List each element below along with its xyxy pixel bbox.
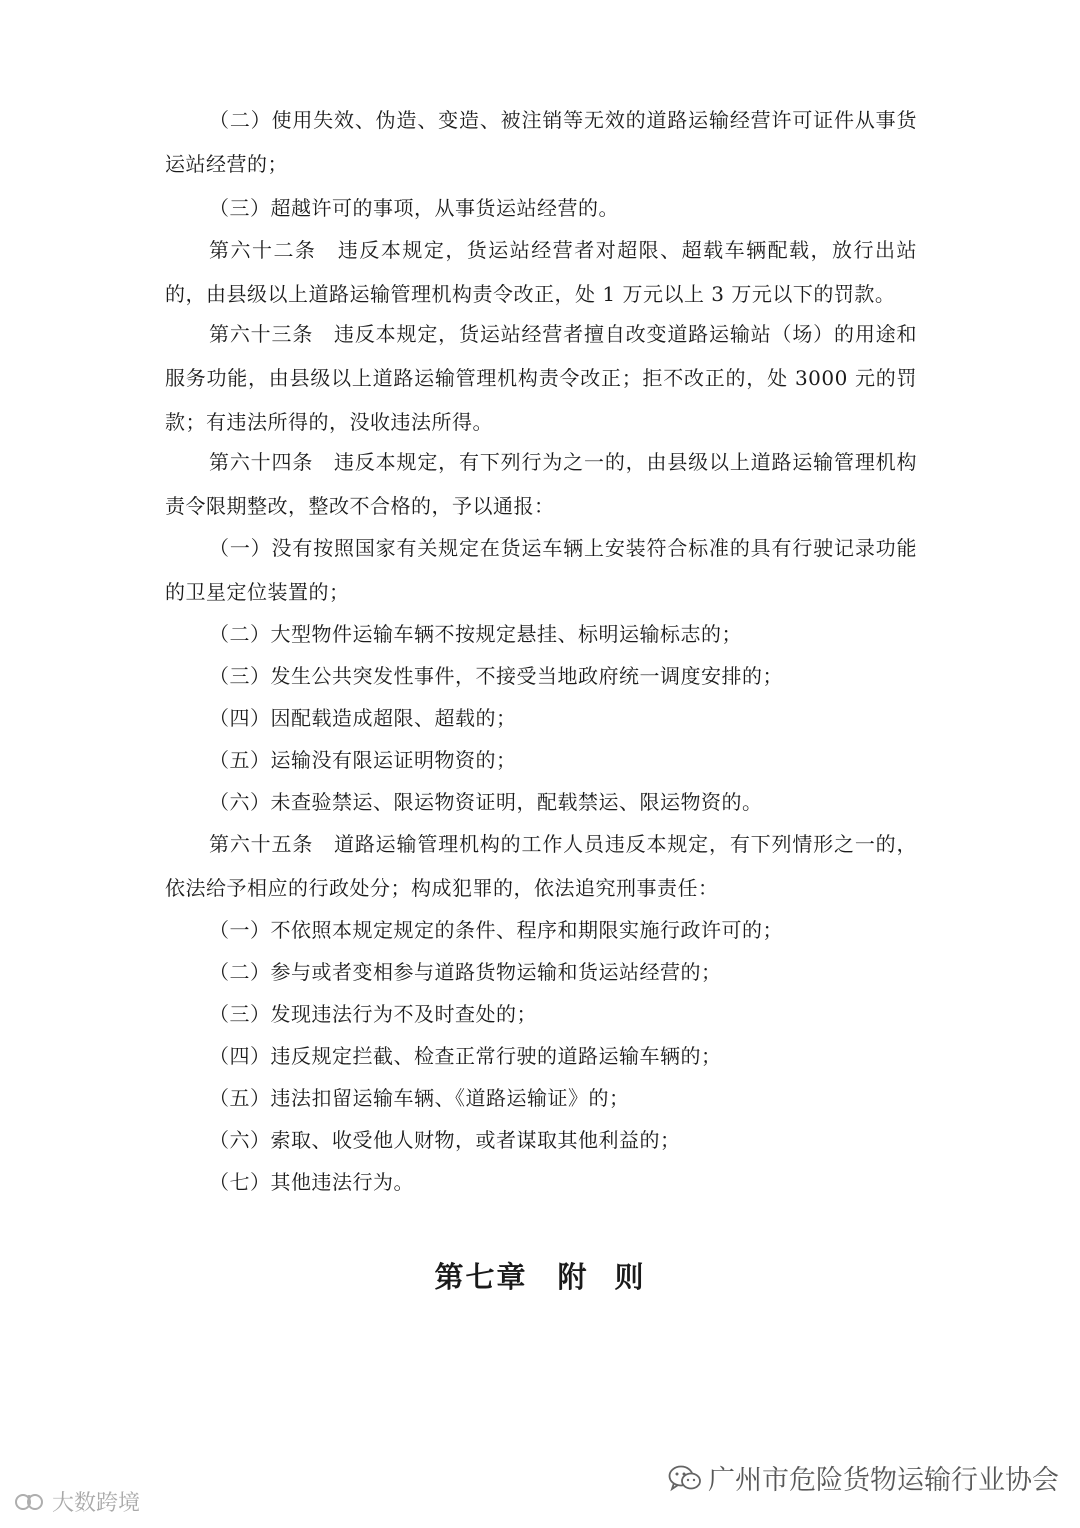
- clause-paragraph: （三）发生公共突发性事件，不接受当地政府统一调度安排的；: [209, 664, 783, 688]
- clause-paragraph: （六）索取、收受他人财物，或者谋取其他利益的；: [209, 1128, 681, 1152]
- clause-paragraph: （六）未查验禁运、限运物资证明，配载禁运、限运物资的。: [209, 790, 763, 814]
- clause-paragraph: （三）超越许可的事项，从事货运站经营的。: [209, 196, 619, 220]
- article-62: 第六十二条 违反本规定，货运站经营者对超限、超载车辆配载，放行出站的，由县级以上道路运输管理机构责令改正，处 1 万元以上 3 万元以下的罚款。: [165, 238, 917, 306]
- article-65: 第六十五条 道路运输管理机构的工作人员违反本规定，有下列情形之一的，依法给予相应的行政处分；构成犯罪的，依法追究刑事责任：: [165, 832, 917, 900]
- clause-paragraph: （二）参与或者变相参与道路货物运输和货运站经营的；: [209, 960, 722, 984]
- chapter-title-char-1: 附: [557, 1260, 589, 1294]
- association-watermark: [668, 1458, 1059, 1497]
- clause-paragraph: （四）违反规定拦截、检查正常行驶的道路运输车辆的；: [209, 1044, 722, 1068]
- clause-paragraph: （三）发现违法行为不及时查处的；: [209, 1002, 537, 1026]
- clause-paragraph: （五）运输没有限运证明物资的；: [209, 748, 517, 772]
- association-name: 广州市危险货物运输行业协会: [708, 1465, 1059, 1496]
- chapter-number: 第七章: [434, 1260, 528, 1294]
- wechat-icon: [668, 1464, 702, 1492]
- clause-paragraph: （一）不依照本规定规定的条件、程序和期限实施行政许可的；: [209, 918, 783, 942]
- article-64: 第六十四条 违反本规定，有下列行为之一的，由县级以上道路运输管理机构责令限期整改，整改不合格的，予以通报：: [165, 450, 917, 518]
- brand-watermark: [14, 1486, 140, 1517]
- article-63: 第六十三条 违反本规定，货运站经营者擅自改变道路运输站（场）的用途和服务功能，由县级以上道路运输管理机构责令改正；拒不改正的，处 3000 元的罚款；有违法所得的，没收违法所得。: [165, 322, 917, 434]
- brand-name: 大数跨境: [52, 1491, 141, 1516]
- clause-paragraph: （四）因配载造成超限、超载的；: [209, 706, 517, 730]
- clause-paragraph: （二）大型物件运输车辆不按规定悬挂、标明运输标志的；: [209, 622, 742, 646]
- clause-paragraph: （五）违法扣留运输车辆、《道路运输证》的；: [209, 1086, 630, 1110]
- clause-paragraph: （七）其他违法行为。: [209, 1170, 414, 1194]
- brand-logo-icon: [14, 1489, 46, 1515]
- chapter-title-char-2: 则: [614, 1260, 646, 1294]
- clause-paragraph: （一）没有按照国家有关规定在货运车辆上安装符合标准的具有行驶记录功能的卫星定位装置的；: [165, 536, 917, 604]
- clause-paragraph: （二）使用失效、伪造、变造、被注销等无效的道路运输经营许可证件从事货运站经营的；: [165, 108, 917, 176]
- chapter-heading: [0, 1255, 1080, 1296]
